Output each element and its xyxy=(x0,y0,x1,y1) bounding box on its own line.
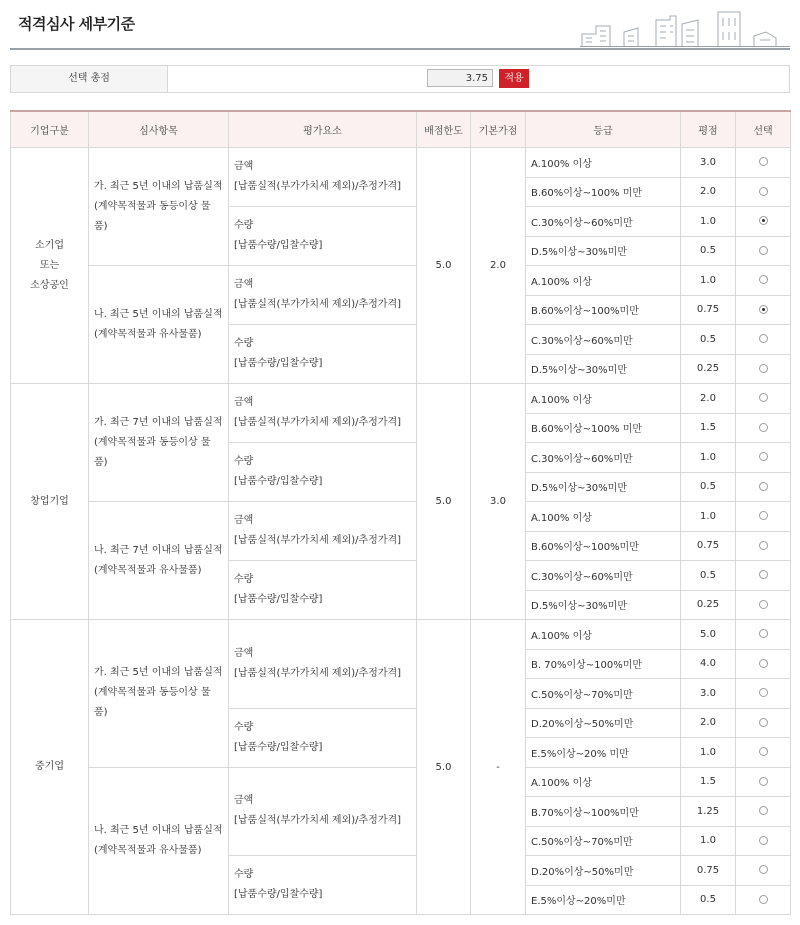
eval-element-cell xyxy=(229,856,417,915)
score-limit-cell: 5.0 xyxy=(417,148,471,384)
grade-cell: D.20%이상~50%미만 xyxy=(526,708,681,738)
eval-element-text: [납품수량/입찰수량] xyxy=(234,358,323,369)
select-cell xyxy=(736,738,791,768)
grade-cell: D.5%이상~30%미만 xyxy=(526,354,681,384)
score-limit-cell: 5.0 xyxy=(417,620,471,915)
eval-element-text: [납품실적(부가가치세 제외)/추정가격] xyxy=(234,299,402,310)
score-cell: 1.0 xyxy=(681,826,736,856)
score-limit-cell: 5.0 xyxy=(417,384,471,620)
eval-element-cell xyxy=(229,325,417,384)
score-cell: 2.0 xyxy=(681,384,736,414)
eval-element-text: 수량 xyxy=(234,338,254,349)
company-type-text: 소기업 xyxy=(35,239,64,251)
grade-cell: B.60%이상~100% 미만 xyxy=(526,413,681,443)
select-cell xyxy=(736,620,791,650)
select-cell xyxy=(736,413,791,443)
grade-cell: A.100% 이상 xyxy=(526,266,681,296)
city-skyline-icon xyxy=(580,6,790,48)
radio-unselected[interactable] xyxy=(759,570,768,579)
grade-cell: A.100% 이상 xyxy=(526,767,681,797)
radio-unselected[interactable] xyxy=(759,659,768,668)
company-type-text: 또는 xyxy=(39,259,60,271)
score-cell: 0.5 xyxy=(681,325,736,355)
grade-cell: A.100% 이상 xyxy=(526,384,681,414)
select-cell xyxy=(736,384,791,414)
header-base-bonus: 기본가점 xyxy=(471,111,526,148)
select-cell xyxy=(736,531,791,561)
grade-cell: B.60%이상~100%미만 xyxy=(526,531,681,561)
score-cell: 3.0 xyxy=(681,148,736,178)
score-cell: 0.25 xyxy=(681,354,736,384)
base-bonus-cell: 2.0 xyxy=(471,148,526,384)
eval-element-text: 수량 xyxy=(234,220,254,231)
review-item-cell: 나. 최근 5년 이내의 납품실적(계약목적물과 유사물품) xyxy=(89,266,229,384)
score-cell: 0.5 xyxy=(681,472,736,502)
review-item-cell: 나. 최근 7년 이내의 납품실적(계약목적물과 유사물품) xyxy=(89,502,229,620)
score-cell: 1.5 xyxy=(681,413,736,443)
score-cell: 1.0 xyxy=(681,207,736,237)
company-type-cell xyxy=(11,148,89,384)
select-cell xyxy=(736,502,791,532)
eval-element-text: [납품실적(부가가치세 제외)/추정가격] xyxy=(234,417,402,428)
score-cell: 0.75 xyxy=(681,856,736,886)
select-cell xyxy=(736,177,791,207)
select-cell xyxy=(736,354,791,384)
select-cell xyxy=(736,266,791,296)
header-eval-element: 평가요소 xyxy=(229,111,417,148)
radio-unselected[interactable] xyxy=(759,747,768,756)
company-type-text: 창업기업 xyxy=(30,495,69,507)
grade-cell: C.30%이상~60%미만 xyxy=(526,325,681,355)
table-row xyxy=(11,384,791,414)
header-company-type: 기업구분 xyxy=(11,111,89,148)
radio-unselected[interactable] xyxy=(759,629,768,638)
score-cell: 3.0 xyxy=(681,679,736,709)
table-row xyxy=(11,148,791,178)
header-score-limit: 배점한도 xyxy=(417,111,471,148)
radio-unselected[interactable] xyxy=(759,600,768,609)
score-cell: 0.5 xyxy=(681,561,736,591)
grade-cell: A.100% 이상 xyxy=(526,620,681,650)
radio-unselected[interactable] xyxy=(759,511,768,520)
score-total-input[interactable] xyxy=(427,69,493,87)
select-cell xyxy=(736,325,791,355)
select-cell xyxy=(736,826,791,856)
table-header-row xyxy=(11,111,791,148)
review-item-cell: 나. 최근 5년 이내의 납품실적(계약목적물과 유사물품) xyxy=(89,767,229,915)
select-cell xyxy=(736,148,791,178)
eval-element-text: 금액 xyxy=(234,279,254,290)
radio-unselected[interactable] xyxy=(759,364,768,373)
company-type-text: 소상공인 xyxy=(30,279,69,291)
radio-unselected[interactable] xyxy=(759,393,768,402)
grade-cell: A.100% 이상 xyxy=(526,502,681,532)
eval-element-cell xyxy=(229,561,417,620)
select-cell xyxy=(736,708,791,738)
header-score: 평점 xyxy=(681,111,736,148)
radio-unselected[interactable] xyxy=(759,865,768,874)
eval-element-text: [납품실적(부가가치세 제외)/추정가격] xyxy=(234,181,402,192)
eval-element-cell xyxy=(229,502,417,561)
score-cell: 1.0 xyxy=(681,266,736,296)
select-cell xyxy=(736,590,791,620)
select-cell xyxy=(736,236,791,266)
eval-element-text: [납품실적(부가가치세 제외)/추정가격] xyxy=(234,667,402,679)
eval-element-text: 수량 xyxy=(234,721,254,733)
radio-unselected[interactable] xyxy=(759,157,768,166)
select-cell xyxy=(736,649,791,679)
select-cell xyxy=(736,472,791,502)
grade-cell: B. 70%이상~100%미만 xyxy=(526,649,681,679)
score-total-label: 선택 총점 xyxy=(11,66,168,92)
score-cell: 0.25 xyxy=(681,590,736,620)
radio-unselected[interactable] xyxy=(759,836,768,845)
grade-cell: E.5%이상~20% 미만 xyxy=(526,738,681,768)
company-type-cell xyxy=(11,620,89,915)
eval-element-text: 금액 xyxy=(234,647,254,659)
table-row xyxy=(11,767,791,797)
radio-unselected[interactable] xyxy=(759,541,768,550)
select-cell xyxy=(736,207,791,237)
grade-cell: A.100% 이상 xyxy=(526,148,681,178)
review-item-cell: 가. 최근 5년 이내의 납품실적(계약목적물과 동등이상 물품) xyxy=(89,620,229,768)
radio-unselected[interactable] xyxy=(759,246,768,255)
radio-selected[interactable] xyxy=(759,305,768,314)
radio-unselected[interactable] xyxy=(759,423,768,432)
select-cell xyxy=(736,443,791,473)
eval-element-text: 수량 xyxy=(234,456,254,467)
radio-unselected[interactable] xyxy=(759,777,768,786)
base-bonus-cell: - xyxy=(471,620,526,915)
grade-cell: B.70%이상~100%미만 xyxy=(526,797,681,827)
grade-cell: C.50%이상~70%미만 xyxy=(526,826,681,856)
eval-element-cell xyxy=(229,207,417,266)
eval-element-text: 금액 xyxy=(234,161,254,172)
grade-cell: C.30%이상~60%미만 xyxy=(526,561,681,591)
company-type-text: 중기업 xyxy=(35,761,64,772)
grade-cell: B.60%이상~100% 미만 xyxy=(526,177,681,207)
eval-element-text: 수량 xyxy=(234,869,254,880)
score-cell: 0.75 xyxy=(681,295,736,325)
radio-unselected[interactable] xyxy=(759,688,768,697)
score-cell: 1.0 xyxy=(681,502,736,532)
radio-unselected[interactable] xyxy=(759,334,768,343)
select-cell xyxy=(736,767,791,797)
eval-element-cell xyxy=(229,266,417,325)
eval-element-cell xyxy=(229,708,417,767)
grade-cell: C.30%이상~60%미만 xyxy=(526,443,681,473)
review-item-cell: 가. 최근 7년 이내의 납품실적(계약목적물과 동등이상 물품) xyxy=(89,384,229,502)
radio-unselected[interactable] xyxy=(759,718,768,727)
score-cell: 2.0 xyxy=(681,708,736,738)
eval-element-text: [납품수량/입찰수량] xyxy=(234,889,323,900)
score-cell: 4.0 xyxy=(681,649,736,679)
radio-unselected[interactable] xyxy=(759,187,768,196)
grade-cell: B.60%이상~100%미만 xyxy=(526,295,681,325)
score-cell: 1.0 xyxy=(681,443,736,473)
select-cell xyxy=(736,561,791,591)
radio-selected[interactable] xyxy=(759,216,768,225)
table-row xyxy=(11,620,791,650)
score-summary-bar xyxy=(10,65,790,93)
eval-element-cell xyxy=(229,620,417,709)
header-review-item: 심사항목 xyxy=(89,111,229,148)
score-cell: 0.5 xyxy=(681,885,736,915)
criteria-table xyxy=(10,110,791,915)
page-header xyxy=(10,0,790,50)
eval-element-text: [납품수량/입찰수량] xyxy=(234,741,323,753)
score-cell: 1.0 xyxy=(681,738,736,768)
score-cell: 1.5 xyxy=(681,767,736,797)
select-cell xyxy=(736,885,791,915)
select-cell xyxy=(736,797,791,827)
table-row xyxy=(11,266,791,296)
select-cell xyxy=(736,856,791,886)
eval-element-cell xyxy=(229,767,417,856)
grade-cell: E.5%이상~20%미만 xyxy=(526,885,681,915)
header-grade: 등급 xyxy=(526,111,681,148)
radio-unselected[interactable] xyxy=(759,895,768,904)
score-cell: 1.25 xyxy=(681,797,736,827)
score-cell: 0.75 xyxy=(681,531,736,561)
score-cell: 5.0 xyxy=(681,620,736,650)
eval-element-text: [납품수량/입찰수량] xyxy=(234,594,323,605)
select-cell xyxy=(736,295,791,325)
grade-cell: D.20%이상~50%미만 xyxy=(526,856,681,886)
eval-element-text: [납품실적(부가가치세 제외)/추정가격] xyxy=(234,815,402,827)
header-select: 선택 xyxy=(736,111,791,148)
radio-unselected[interactable] xyxy=(759,482,768,491)
grade-cell: D.5%이상~30%미만 xyxy=(526,590,681,620)
grade-cell: D.5%이상~30%미만 xyxy=(526,472,681,502)
grade-cell: C.30%이상~60%미만 xyxy=(526,207,681,237)
select-cell xyxy=(736,679,791,709)
eval-element-text: [납품수량/입찰수량] xyxy=(234,476,323,487)
eval-element-text: 금액 xyxy=(234,795,254,807)
eval-element-text: [납품실적(부가가치세 제외)/추정가격] xyxy=(234,535,402,546)
eval-element-text: 금액 xyxy=(234,515,254,526)
apply-button[interactable]: 적용 xyxy=(499,69,529,88)
grade-cell: D.5%이상~30%미만 xyxy=(526,236,681,266)
score-cell: 2.0 xyxy=(681,177,736,207)
eval-element-cell xyxy=(229,443,417,502)
eval-element-cell xyxy=(229,384,417,443)
radio-unselected[interactable] xyxy=(759,275,768,284)
eval-element-text: 금액 xyxy=(234,397,254,408)
radio-unselected[interactable] xyxy=(759,806,768,815)
company-type-cell xyxy=(11,384,89,620)
review-item-cell: 가. 최근 5년 이내의 납품실적(계약목적물과 동등이상 물품) xyxy=(89,148,229,266)
grade-cell: C.50%이상~70%미만 xyxy=(526,679,681,709)
eval-element-text: [납품수량/입찰수량] xyxy=(234,240,323,251)
table-row xyxy=(11,502,791,532)
eval-element-cell xyxy=(229,148,417,207)
radio-unselected[interactable] xyxy=(759,452,768,461)
eval-element-text: 수량 xyxy=(234,574,254,585)
page-title: 적격심사 세부기준 xyxy=(18,15,135,33)
score-cell: 0.5 xyxy=(681,236,736,266)
base-bonus-cell: 3.0 xyxy=(471,384,526,620)
